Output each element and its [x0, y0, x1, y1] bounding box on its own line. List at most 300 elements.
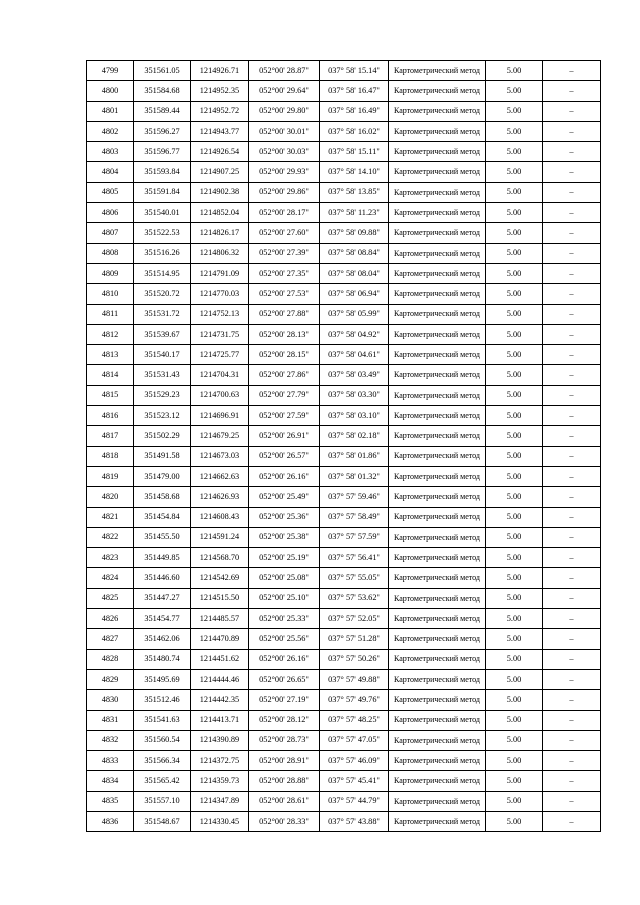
note-cell: –: [543, 669, 601, 689]
point-number-cell: 4803: [87, 142, 134, 162]
table-row: [87, 751, 601, 771]
method-cell: Картометрический метод: [389, 487, 486, 507]
latitude-cell: 052°00' 28.13": [249, 324, 320, 344]
method-cell: Картометрический метод: [389, 690, 486, 710]
x-coordinate-cell: 351458.68: [134, 487, 191, 507]
point-number-cell: 4826: [87, 609, 134, 629]
method-cell: Картометрический метод: [389, 791, 486, 811]
point-number-cell: 4828: [87, 649, 134, 669]
longitude-cell: 037° 57' 52.05": [320, 609, 389, 629]
point-number-cell: 4829: [87, 669, 134, 689]
accuracy-cell: 5.00: [486, 811, 543, 831]
y-coordinate-cell: 1214679.25: [191, 426, 249, 446]
point-number-cell: 4802: [87, 121, 134, 141]
method-cell: Картометрический метод: [389, 182, 486, 202]
y-coordinate-cell: 1214902.38: [191, 182, 249, 202]
latitude-cell: 052°00' 28.15": [249, 345, 320, 365]
accuracy-cell: 5.00: [486, 446, 543, 466]
method-cell: Картометрический метод: [389, 203, 486, 223]
y-coordinate-cell: 1214359.73: [191, 771, 249, 791]
latitude-cell: 052°00' 27.60": [249, 223, 320, 243]
y-coordinate-cell: 1214907.25: [191, 162, 249, 182]
accuracy-cell: 5.00: [486, 426, 543, 446]
y-coordinate-cell: 1214700.63: [191, 385, 249, 405]
x-coordinate-cell: 351446.60: [134, 568, 191, 588]
table-row: [87, 324, 601, 344]
longitude-cell: 037° 58' 04.61": [320, 345, 389, 365]
table-row: [87, 426, 601, 446]
point-number-cell: 4817: [87, 426, 134, 446]
method-cell: Картометрический метод: [389, 142, 486, 162]
accuracy-cell: 5.00: [486, 588, 543, 608]
x-coordinate-cell: 351491.58: [134, 446, 191, 466]
accuracy-cell: 5.00: [486, 263, 543, 283]
latitude-cell: 052°00' 28.61": [249, 791, 320, 811]
accuracy-cell: 5.00: [486, 304, 543, 324]
point-number-cell: 4809: [87, 263, 134, 283]
y-coordinate-cell: 1214952.35: [191, 81, 249, 101]
note-cell: –: [543, 365, 601, 385]
note-cell: –: [543, 101, 601, 121]
method-cell: Картометрический метод: [389, 324, 486, 344]
table-row: [87, 263, 601, 283]
latitude-cell: 052°00' 28.87": [249, 61, 320, 81]
y-coordinate-cell: 1214591.24: [191, 527, 249, 547]
longitude-cell: 037° 58' 01.86": [320, 446, 389, 466]
longitude-cell: 037° 58' 13.85": [320, 182, 389, 202]
y-coordinate-cell: 1214852.04: [191, 203, 249, 223]
longitude-cell: 037° 58' 08.04": [320, 263, 389, 283]
note-cell: –: [543, 263, 601, 283]
latitude-cell: 052°00' 28.88": [249, 771, 320, 791]
method-cell: Картометрический метод: [389, 223, 486, 243]
y-coordinate-cell: 1214515.50: [191, 588, 249, 608]
method-cell: Картометрический метод: [389, 771, 486, 791]
table-row: [87, 649, 601, 669]
method-cell: Картометрический метод: [389, 730, 486, 750]
table-row: [87, 304, 601, 324]
x-coordinate-cell: 351447.27: [134, 588, 191, 608]
x-coordinate-cell: 351454.77: [134, 609, 191, 629]
latitude-cell: 052°00' 29.86": [249, 182, 320, 202]
table-row: [87, 568, 601, 588]
latitude-cell: 052°00' 27.39": [249, 243, 320, 263]
latitude-cell: 052°00' 25.36": [249, 507, 320, 527]
y-coordinate-cell: 1214444.46: [191, 669, 249, 689]
point-number-cell: 4818: [87, 446, 134, 466]
x-coordinate-cell: 351502.29: [134, 426, 191, 446]
y-coordinate-cell: 1214372.75: [191, 751, 249, 771]
method-cell: Картометрический метод: [389, 304, 486, 324]
accuracy-cell: 5.00: [486, 609, 543, 629]
latitude-cell: 052°00' 25.10": [249, 588, 320, 608]
latitude-cell: 052°00' 25.49": [249, 487, 320, 507]
y-coordinate-cell: 1214696.91: [191, 406, 249, 426]
accuracy-cell: 5.00: [486, 284, 543, 304]
x-coordinate-cell: 351566.34: [134, 751, 191, 771]
table-row: [87, 203, 601, 223]
method-cell: Картометрический метод: [389, 345, 486, 365]
latitude-cell: 052°00' 26.16": [249, 649, 320, 669]
table-row: [87, 730, 601, 750]
longitude-cell: 037° 57' 55.05": [320, 568, 389, 588]
accuracy-cell: 5.00: [486, 527, 543, 547]
point-number-cell: 4799: [87, 61, 134, 81]
point-number-cell: 4804: [87, 162, 134, 182]
table-row: [87, 527, 601, 547]
y-coordinate-cell: 1214662.63: [191, 466, 249, 486]
x-coordinate-cell: 351560.54: [134, 730, 191, 750]
point-number-cell: 4819: [87, 466, 134, 486]
method-cell: Картометрический метод: [389, 121, 486, 141]
table-row: [87, 406, 601, 426]
point-number-cell: 4815: [87, 385, 134, 405]
x-coordinate-cell: 351540.01: [134, 203, 191, 223]
y-coordinate-cell: 1214725.77: [191, 345, 249, 365]
table-row: [87, 690, 601, 710]
latitude-cell: 052°00' 25.19": [249, 548, 320, 568]
table-row: [87, 243, 601, 263]
method-cell: Картометрический метод: [389, 629, 486, 649]
point-number-cell: 4813: [87, 345, 134, 365]
x-coordinate-cell: 351529.23: [134, 385, 191, 405]
x-coordinate-cell: 351514.95: [134, 263, 191, 283]
accuracy-cell: 5.00: [486, 629, 543, 649]
point-number-cell: 4820: [87, 487, 134, 507]
y-coordinate-cell: 1214952.72: [191, 101, 249, 121]
method-cell: Картометрический метод: [389, 507, 486, 527]
latitude-cell: 052°00' 30.03": [249, 142, 320, 162]
note-cell: –: [543, 690, 601, 710]
table-row: [87, 487, 601, 507]
note-cell: –: [543, 466, 601, 486]
method-cell: Картометрический метод: [389, 101, 486, 121]
y-coordinate-cell: 1214451.62: [191, 649, 249, 669]
method-cell: Картометрический метод: [389, 365, 486, 385]
accuracy-cell: 5.00: [486, 182, 543, 202]
latitude-cell: 052°00' 25.33": [249, 609, 320, 629]
note-cell: –: [543, 609, 601, 629]
point-number-cell: 4836: [87, 811, 134, 831]
latitude-cell: 052°00' 25.38": [249, 527, 320, 547]
y-coordinate-cell: 1214791.09: [191, 263, 249, 283]
x-coordinate-cell: 351589.44: [134, 101, 191, 121]
note-cell: –: [543, 121, 601, 141]
accuracy-cell: 5.00: [486, 365, 543, 385]
x-coordinate-cell: 351520.72: [134, 284, 191, 304]
y-coordinate-cell: 1214442.35: [191, 690, 249, 710]
latitude-cell: 052°00' 25.08": [249, 568, 320, 588]
longitude-cell: 037° 57' 50.26": [320, 649, 389, 669]
table-row: [87, 162, 601, 182]
accuracy-cell: 5.00: [486, 568, 543, 588]
y-coordinate-cell: 1214485.57: [191, 609, 249, 629]
x-coordinate-cell: 351593.84: [134, 162, 191, 182]
x-coordinate-cell: 351584.68: [134, 81, 191, 101]
accuracy-cell: 5.00: [486, 466, 543, 486]
table-row: [87, 182, 601, 202]
point-number-cell: 4810: [87, 284, 134, 304]
longitude-cell: 037° 57' 46.09": [320, 751, 389, 771]
table-row: [87, 588, 601, 608]
y-coordinate-cell: 1214770.03: [191, 284, 249, 304]
longitude-cell: 037° 57' 53.62": [320, 588, 389, 608]
longitude-cell: 037° 57' 56.41": [320, 548, 389, 568]
point-number-cell: 4827: [87, 629, 134, 649]
point-number-cell: 4834: [87, 771, 134, 791]
y-coordinate-cell: 1214826.17: [191, 223, 249, 243]
longitude-cell: 037° 58' 02.18": [320, 426, 389, 446]
longitude-cell: 037° 58' 11.23": [320, 203, 389, 223]
longitude-cell: 037° 57' 57.59": [320, 527, 389, 547]
method-cell: Картометрический метод: [389, 385, 486, 405]
point-number-cell: 4821: [87, 507, 134, 527]
x-coordinate-cell: 351531.72: [134, 304, 191, 324]
table-row: [87, 365, 601, 385]
accuracy-cell: 5.00: [486, 243, 543, 263]
method-cell: Картометрический метод: [389, 61, 486, 81]
note-cell: –: [543, 385, 601, 405]
latitude-cell: 052°00' 27.88": [249, 304, 320, 324]
latitude-cell: 052°00' 27.59": [249, 406, 320, 426]
method-cell: Картометрический метод: [389, 81, 486, 101]
coordinates-table: [86, 60, 601, 832]
coordinates-table-body: [87, 61, 601, 832]
x-coordinate-cell: 351462.06: [134, 629, 191, 649]
longitude-cell: 037° 58' 03.10": [320, 406, 389, 426]
accuracy-cell: 5.00: [486, 203, 543, 223]
latitude-cell: 052°00' 27.86": [249, 365, 320, 385]
latitude-cell: 052°00' 28.12": [249, 710, 320, 730]
y-coordinate-cell: 1214943.77: [191, 121, 249, 141]
note-cell: –: [543, 588, 601, 608]
accuracy-cell: 5.00: [486, 791, 543, 811]
accuracy-cell: 5.00: [486, 507, 543, 527]
accuracy-cell: 5.00: [486, 487, 543, 507]
method-cell: Картометрический метод: [389, 548, 486, 568]
y-coordinate-cell: 1214413.71: [191, 710, 249, 730]
method-cell: Картометрический метод: [389, 588, 486, 608]
table-row: [87, 791, 601, 811]
point-number-cell: 4832: [87, 730, 134, 750]
method-cell: Картометрический метод: [389, 669, 486, 689]
point-number-cell: 4831: [87, 710, 134, 730]
longitude-cell: 037° 58' 15.11": [320, 142, 389, 162]
latitude-cell: 052°00' 26.91": [249, 426, 320, 446]
y-coordinate-cell: 1214390.89: [191, 730, 249, 750]
point-number-cell: 4822: [87, 527, 134, 547]
method-cell: Картометрический метод: [389, 284, 486, 304]
point-number-cell: 4814: [87, 365, 134, 385]
method-cell: Картометрический метод: [389, 649, 486, 669]
x-coordinate-cell: 351516.26: [134, 243, 191, 263]
longitude-cell: 037° 57' 58.49": [320, 507, 389, 527]
y-coordinate-cell: 1214347.89: [191, 791, 249, 811]
point-number-cell: 4833: [87, 751, 134, 771]
table-row: [87, 771, 601, 791]
longitude-cell: 037° 57' 47.05": [320, 730, 389, 750]
point-number-cell: 4805: [87, 182, 134, 202]
note-cell: –: [543, 811, 601, 831]
note-cell: –: [543, 527, 601, 547]
accuracy-cell: 5.00: [486, 690, 543, 710]
longitude-cell: 037° 58' 03.49": [320, 365, 389, 385]
latitude-cell: 052°00' 26.16": [249, 466, 320, 486]
longitude-cell: 037° 57' 49.88": [320, 669, 389, 689]
x-coordinate-cell: 351495.69: [134, 669, 191, 689]
note-cell: –: [543, 771, 601, 791]
method-cell: Картометрический метод: [389, 568, 486, 588]
table-row: [87, 223, 601, 243]
y-coordinate-cell: 1214731.75: [191, 324, 249, 344]
table-row: [87, 507, 601, 527]
accuracy-cell: 5.00: [486, 324, 543, 344]
x-coordinate-cell: 351596.77: [134, 142, 191, 162]
table-row: [87, 710, 601, 730]
x-coordinate-cell: 351540.17: [134, 345, 191, 365]
y-coordinate-cell: 1214568.70: [191, 548, 249, 568]
latitude-cell: 052°00' 29.80": [249, 101, 320, 121]
table-row: [87, 101, 601, 121]
accuracy-cell: 5.00: [486, 710, 543, 730]
y-coordinate-cell: 1214926.71: [191, 61, 249, 81]
x-coordinate-cell: 351531.43: [134, 365, 191, 385]
point-number-cell: 4835: [87, 791, 134, 811]
x-coordinate-cell: 351523.12: [134, 406, 191, 426]
point-number-cell: 4800: [87, 81, 134, 101]
longitude-cell: 037° 58' 16.47": [320, 81, 389, 101]
method-cell: Картометрический метод: [389, 527, 486, 547]
table-row: [87, 811, 601, 831]
x-coordinate-cell: 351591.84: [134, 182, 191, 202]
longitude-cell: 037° 58' 16.02": [320, 121, 389, 141]
note-cell: –: [543, 284, 601, 304]
y-coordinate-cell: 1214806.32: [191, 243, 249, 263]
accuracy-cell: 5.00: [486, 649, 543, 669]
note-cell: –: [543, 446, 601, 466]
method-cell: Картометрический метод: [389, 426, 486, 446]
method-cell: Картометрический метод: [389, 751, 486, 771]
table-row: [87, 669, 601, 689]
point-number-cell: 4824: [87, 568, 134, 588]
y-coordinate-cell: 1214626.93: [191, 487, 249, 507]
note-cell: –: [543, 649, 601, 669]
longitude-cell: 037° 58' 05.99": [320, 304, 389, 324]
point-number-cell: 4808: [87, 243, 134, 263]
note-cell: –: [543, 142, 601, 162]
x-coordinate-cell: 351454.84: [134, 507, 191, 527]
point-number-cell: 4806: [87, 203, 134, 223]
note-cell: –: [543, 182, 601, 202]
method-cell: Картометрический метод: [389, 609, 486, 629]
accuracy-cell: 5.00: [486, 669, 543, 689]
note-cell: –: [543, 730, 601, 750]
longitude-cell: 037° 58' 08.84": [320, 243, 389, 263]
note-cell: –: [543, 487, 601, 507]
note-cell: –: [543, 568, 601, 588]
note-cell: –: [543, 243, 601, 263]
method-cell: Картометрический метод: [389, 811, 486, 831]
latitude-cell: 052°00' 28.33": [249, 811, 320, 831]
table-row: [87, 466, 601, 486]
accuracy-cell: 5.00: [486, 162, 543, 182]
note-cell: –: [543, 791, 601, 811]
accuracy-cell: 5.00: [486, 385, 543, 405]
table-row: [87, 629, 601, 649]
latitude-cell: 052°00' 30.01": [249, 121, 320, 141]
accuracy-cell: 5.00: [486, 101, 543, 121]
note-cell: –: [543, 507, 601, 527]
point-number-cell: 4830: [87, 690, 134, 710]
point-number-cell: 4823: [87, 548, 134, 568]
note-cell: –: [543, 751, 601, 771]
accuracy-cell: 5.00: [486, 121, 543, 141]
point-number-cell: 4807: [87, 223, 134, 243]
point-number-cell: 4811: [87, 304, 134, 324]
latitude-cell: 052°00' 25.56": [249, 629, 320, 649]
method-cell: Картометрический метод: [389, 466, 486, 486]
point-number-cell: 4825: [87, 588, 134, 608]
y-coordinate-cell: 1214926.54: [191, 142, 249, 162]
accuracy-cell: 5.00: [486, 751, 543, 771]
y-coordinate-cell: 1214542.69: [191, 568, 249, 588]
method-cell: Картометрический метод: [389, 263, 486, 283]
y-coordinate-cell: 1214470.89: [191, 629, 249, 649]
longitude-cell: 037° 57' 59.46": [320, 487, 389, 507]
note-cell: –: [543, 81, 601, 101]
table-row: [87, 61, 601, 81]
method-cell: Картометрический метод: [389, 446, 486, 466]
table-row: [87, 81, 601, 101]
latitude-cell: 052°00' 27.53": [249, 284, 320, 304]
x-coordinate-cell: 351539.67: [134, 324, 191, 344]
x-coordinate-cell: 351557.10: [134, 791, 191, 811]
latitude-cell: 052°00' 26.57": [249, 446, 320, 466]
x-coordinate-cell: 351522.53: [134, 223, 191, 243]
longitude-cell: 037° 58' 16.49": [320, 101, 389, 121]
table-row: [87, 142, 601, 162]
method-cell: Картометрический метод: [389, 710, 486, 730]
table-row: [87, 121, 601, 141]
longitude-cell: 037° 58' 03.30": [320, 385, 389, 405]
x-coordinate-cell: 351541.63: [134, 710, 191, 730]
x-coordinate-cell: 351548.67: [134, 811, 191, 831]
latitude-cell: 052°00' 27.19": [249, 690, 320, 710]
x-coordinate-cell: 351449.85: [134, 548, 191, 568]
latitude-cell: 052°00' 29.64": [249, 81, 320, 101]
point-number-cell: 4816: [87, 406, 134, 426]
longitude-cell: 037° 57' 45.41": [320, 771, 389, 791]
latitude-cell: 052°00' 29.93": [249, 162, 320, 182]
accuracy-cell: 5.00: [486, 406, 543, 426]
note-cell: –: [543, 426, 601, 446]
y-coordinate-cell: 1214704.31: [191, 365, 249, 385]
accuracy-cell: 5.00: [486, 223, 543, 243]
longitude-cell: 037° 57' 43.88": [320, 811, 389, 831]
x-coordinate-cell: 351565.42: [134, 771, 191, 791]
note-cell: –: [543, 710, 601, 730]
note-cell: –: [543, 61, 601, 81]
latitude-cell: 052°00' 28.73": [249, 730, 320, 750]
point-number-cell: 4812: [87, 324, 134, 344]
longitude-cell: 037° 57' 48.25": [320, 710, 389, 730]
table-row: [87, 345, 601, 365]
x-coordinate-cell: 351455.50: [134, 527, 191, 547]
longitude-cell: 037° 58' 01.32": [320, 466, 389, 486]
y-coordinate-cell: 1214330.45: [191, 811, 249, 831]
table-row: [87, 284, 601, 304]
longitude-cell: 037° 57' 49.76": [320, 690, 389, 710]
